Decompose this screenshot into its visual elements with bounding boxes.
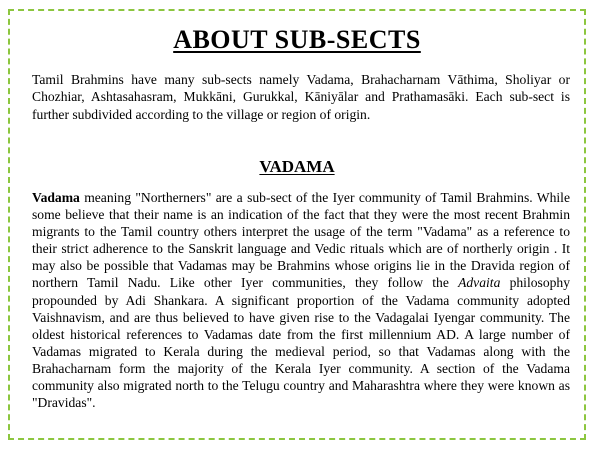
section-paragraph xyxy=(32,189,570,411)
intro-paragraph: Tamil Brahmins have many sub-sects namely Vadama, Brahacharnam Vāthima, Sholiyar or Chozhiar, Ashtasahasram, Mukkāni, Gurukkal, Kāniyālar and Prathamasāki. Each sub-sect is further subdivided according to the village or region of origin. xyxy=(32,72,570,122)
section-heading-text: VADAMA xyxy=(259,157,335,176)
lead-term: Vadama xyxy=(32,190,80,205)
content-frame xyxy=(8,9,586,440)
section-heading xyxy=(10,157,584,177)
italic-term: Advaita xyxy=(458,275,501,291)
paragraph-text-part1: meaning "Northerners" are a sub-sect of the Iyer community of Tamil Brahmins. While some believe that their name is an indication of the fact that they were the most recent Brahmin migrants to the Tamil country others interpret the usage of the term "Vadama" as a reference to their strict adherence to the Sanskrit language and Vedic rituals which are of northerly origin . It may also be possible that Vadamas may be Brahmins whose origins lie in the Dravida region of northern Tamil Nadu. Like other Iyer communities, they follow the xyxy=(32,190,570,291)
page-title-text: ABOUT SUB-SECTS xyxy=(173,25,421,54)
paragraph-text-part2: philosophy propounded by Adi Shankara. A significant proportion of the Vadama community adopted Vaishnavism, and are thus believed to have given rise to the Vadagalai Iyengar community. The oldest historical references to Vadamas date from the first millennium AD. A large number of Vadamas migrated to Kerala during the medieval period, so that Vadamas along with the Brahacharnam form the majority of the Kerala Iyer community. A section of the Vadama community also migrated north to the Telugu country and Maharashtra where they were known as "Dravidas". xyxy=(32,275,571,411)
page-title xyxy=(10,25,584,55)
